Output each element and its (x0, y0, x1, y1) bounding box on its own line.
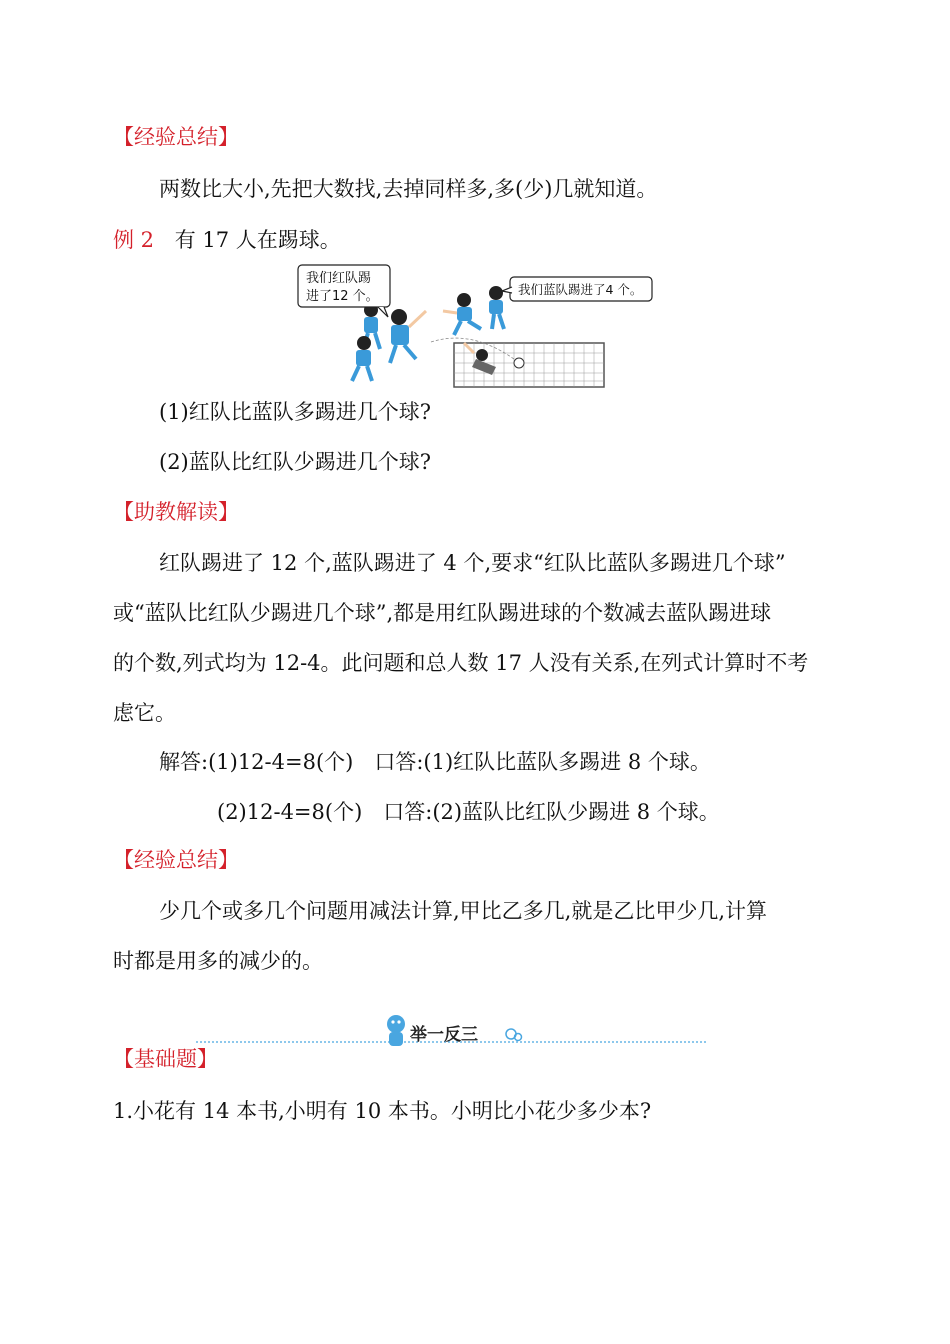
assistant-heading: 【助教解读】 (113, 500, 239, 524)
example-label: 例 2 (113, 228, 155, 252)
summary-text-1: 两数比大小,先把大数找,去掉同样多,多(少)几就知道。 (159, 177, 658, 201)
summary-heading-1: 【经验总结】 (113, 125, 239, 149)
speech-bubble-blue (502, 277, 652, 301)
explanation-line-3: 的个数,列式均为 12-4。此问题和总人数 17 人没有关系,在列式计算时不考 (113, 651, 809, 675)
swirl-icon (506, 1029, 522, 1041)
basic-question-1: 1.小花有 14 本书,小明有 10 本书。小明比小花少多少本? (113, 1099, 652, 1123)
answer-line-2: (2)12-4=8(个) 口答:(2)蓝队比红队少踢进 8 个球。 (217, 800, 720, 824)
soccer-illustration (296, 263, 643, 389)
bubble-red-line-1: 我们红队踢 (306, 271, 372, 286)
red-team-players (352, 303, 426, 381)
summary-heading-2: 【经验总结】 (113, 848, 239, 872)
answer-line-1: 解答:(1)12-4=8(个) 口答:(1)红队比蓝队多踢进 8 个球。 (159, 750, 711, 774)
explanation-line-4: 虑它。 (113, 701, 176, 725)
explanation-line-2: 或“蓝队比红队少踢进几个球”,都是用红队踢进球的个数减去蓝队踢进球 (113, 601, 772, 625)
bubble-blue-text: 我们蓝队踢进了4 个。 (518, 282, 643, 297)
mascot-icon (387, 1015, 405, 1046)
example-question-2: (2)蓝队比红队少踢进几个球? (159, 450, 432, 474)
bubble-red-line-2: 进了12 个。 (306, 289, 379, 304)
summary-text-2-line-1: 少几个或多几个问题用减法计算,甲比乙多几,就是乙比甲少几,计算 (159, 899, 768, 923)
basic-questions-heading: 【基础题】 (113, 1047, 218, 1071)
example-2-line (113, 226, 341, 254)
summary-text-2-line-2: 时都是用多的减少的。 (113, 949, 323, 973)
section-divider (196, 1010, 706, 1056)
divider-title: 举一反三 (410, 1025, 478, 1045)
explanation-line-1: 红队踢进了 12 个,蓝队踢进了 4 个,要求“红队比蓝队多踢进几个球” (159, 551, 786, 575)
example-question-1: (1)红队比蓝队多踢进几个球? (159, 400, 432, 424)
ball (514, 358, 524, 368)
example-text: 有 17 人在踢球。 (174, 228, 341, 252)
